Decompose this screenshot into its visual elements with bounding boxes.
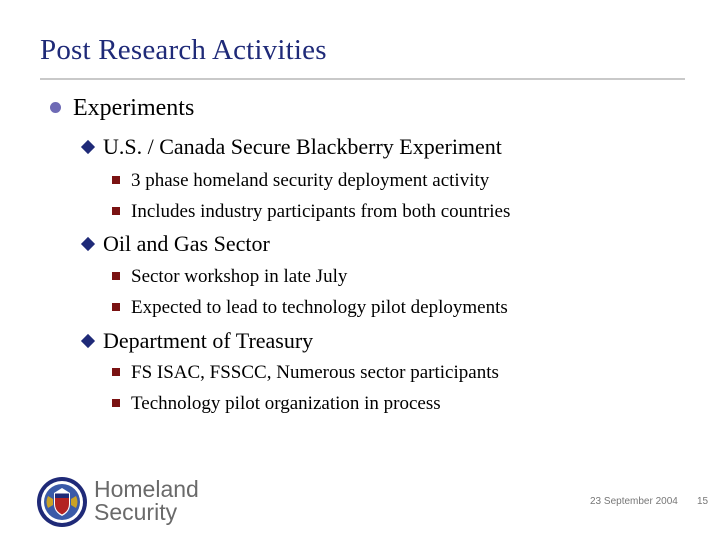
- diamond-bullet-icon: [81, 334, 95, 348]
- item-text: Includes industry participants from both countries: [131, 201, 511, 222]
- item-text: Expected to lead to technology pilot deployments: [131, 297, 508, 318]
- item-text: 3 phase homeland security deployment activity: [131, 170, 490, 191]
- item-text: Sector workshop in late July: [131, 266, 348, 287]
- item-pilot-organization: [112, 393, 441, 415]
- square-bullet-icon: [112, 207, 120, 215]
- diamond-bullet-icon: [81, 237, 95, 251]
- subbullet-text: U.S. / Canada Secure Blackberry Experiment: [103, 134, 502, 159]
- bullet-text: Experiments: [73, 95, 195, 121]
- subbullet-text: Department of Treasury: [103, 328, 314, 353]
- subbullet-text: Oil and Gas Sector: [103, 231, 270, 256]
- bullet-experiments: [50, 95, 194, 122]
- square-bullet-icon: [112, 176, 120, 184]
- circle-bullet-icon: [50, 102, 61, 113]
- homeland-security-logo: [36, 476, 226, 530]
- square-bullet-icon: [112, 368, 120, 376]
- page-number: 15: [697, 496, 709, 507]
- item-sector-workshop: [112, 266, 347, 288]
- subbullet-treasury: [80, 328, 313, 354]
- title-divider: [40, 78, 685, 80]
- item-pilot-deployments: [112, 297, 508, 319]
- dhs-seal-icon: [36, 476, 88, 528]
- square-bullet-icon: [112, 272, 120, 280]
- square-bullet-icon: [112, 303, 120, 311]
- subbullet-oil-gas: [80, 231, 270, 257]
- subbullet-blackberry: [80, 134, 502, 160]
- item-text: Technology pilot organization in process: [131, 393, 441, 414]
- item-fs-isac: [112, 362, 499, 384]
- footer-date: 23 September 2004: [590, 496, 678, 507]
- homeland-security-wordmark: Homeland Security: [94, 476, 199, 525]
- item-text: FS ISAC, FSSCC, Numerous sector participants: [131, 362, 499, 383]
- diamond-bullet-icon: [81, 140, 95, 154]
- item-industry-participants: [112, 201, 510, 223]
- item-phase-activity: [112, 170, 489, 192]
- slide-title: Post Research Activities: [40, 34, 327, 66]
- square-bullet-icon: [112, 399, 120, 407]
